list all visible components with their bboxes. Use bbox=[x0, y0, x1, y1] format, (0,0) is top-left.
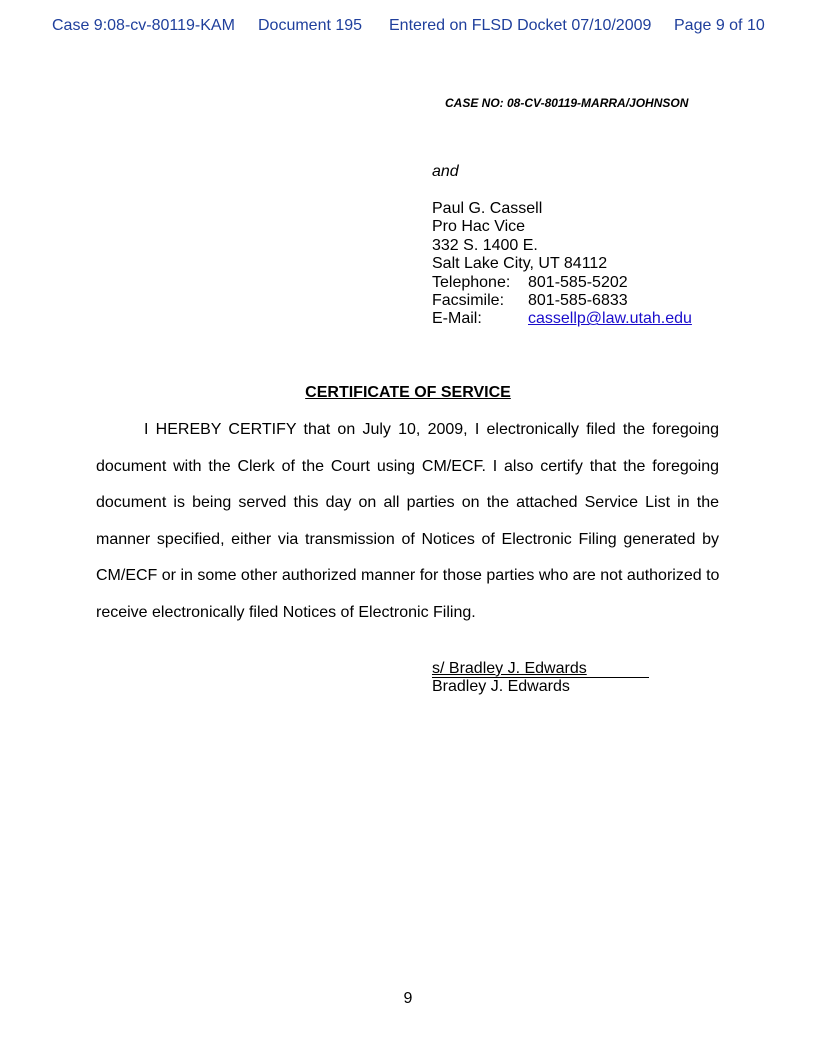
certificate-line: I HEREBY CERTIFY that on July 10, 2009, I electronically filed the foregoing bbox=[144, 421, 719, 438]
certificate-line: receive electronically filed Notices of Electronic Filing. bbox=[96, 603, 476, 621]
facsimile-row bbox=[432, 292, 628, 310]
connector-and: and bbox=[432, 163, 459, 180]
email-label: E-Mail: bbox=[432, 310, 482, 328]
telephone-row bbox=[432, 273, 628, 292]
header-document-number: Document 195 bbox=[258, 17, 363, 34]
header-docket-entry: Entered on FLSD Docket 07/10/2009 bbox=[389, 17, 652, 34]
certificate-line: document is being served this day on all parties on the attached Service List in the bbox=[96, 494, 719, 512]
attorney-status: Pro Hac Vice bbox=[432, 218, 526, 236]
facsimile-value: 801-585-6833 bbox=[528, 292, 628, 310]
email-row bbox=[432, 310, 692, 328]
telephone-label: Telephone: bbox=[432, 273, 511, 291]
certificate-line: CM/ECF or in some other authorized manner for those parties who are not authorized to bbox=[96, 567, 720, 585]
attorney-city: Salt Lake City, UT 84112 bbox=[432, 255, 608, 273]
facsimile-label: Facsimile: bbox=[432, 292, 505, 310]
email-link[interactable]: cassellp@law.utah.edu bbox=[528, 310, 692, 328]
header-page-count: Page 9 of 10 bbox=[674, 17, 765, 34]
attorney-address-block bbox=[432, 200, 692, 329]
telephone-value: 801-585-5202 bbox=[528, 273, 628, 291]
certificate-line: manner specified, either via transmission of Notices of Electronic Filing generated by bbox=[96, 530, 719, 548]
page-number: 9 bbox=[403, 990, 413, 1007]
signature-name: Bradley J. Edwards bbox=[432, 678, 570, 696]
attorney-name: Paul G. Cassell bbox=[432, 200, 543, 217]
certificate-title: CERTIFICATE OF SERVICE bbox=[305, 384, 511, 401]
signature-line: s/ Bradley J. Edwards bbox=[432, 660, 649, 678]
signature-block bbox=[432, 660, 649, 697]
certificate-body bbox=[96, 420, 719, 640]
header-case-number: Case 9:08-cv-80119-KAM bbox=[52, 17, 235, 34]
ecf-header-stamp bbox=[52, 17, 764, 39]
case-number-caption: CASE NO: 08-CV-80119-MARRA/JOHNSON bbox=[445, 96, 689, 110]
attorney-street: 332 S. 1400 E. bbox=[432, 236, 538, 254]
certificate-line: document with the Clerk of the Court using CM/ECF. I also certify that the foregoing bbox=[96, 457, 719, 475]
